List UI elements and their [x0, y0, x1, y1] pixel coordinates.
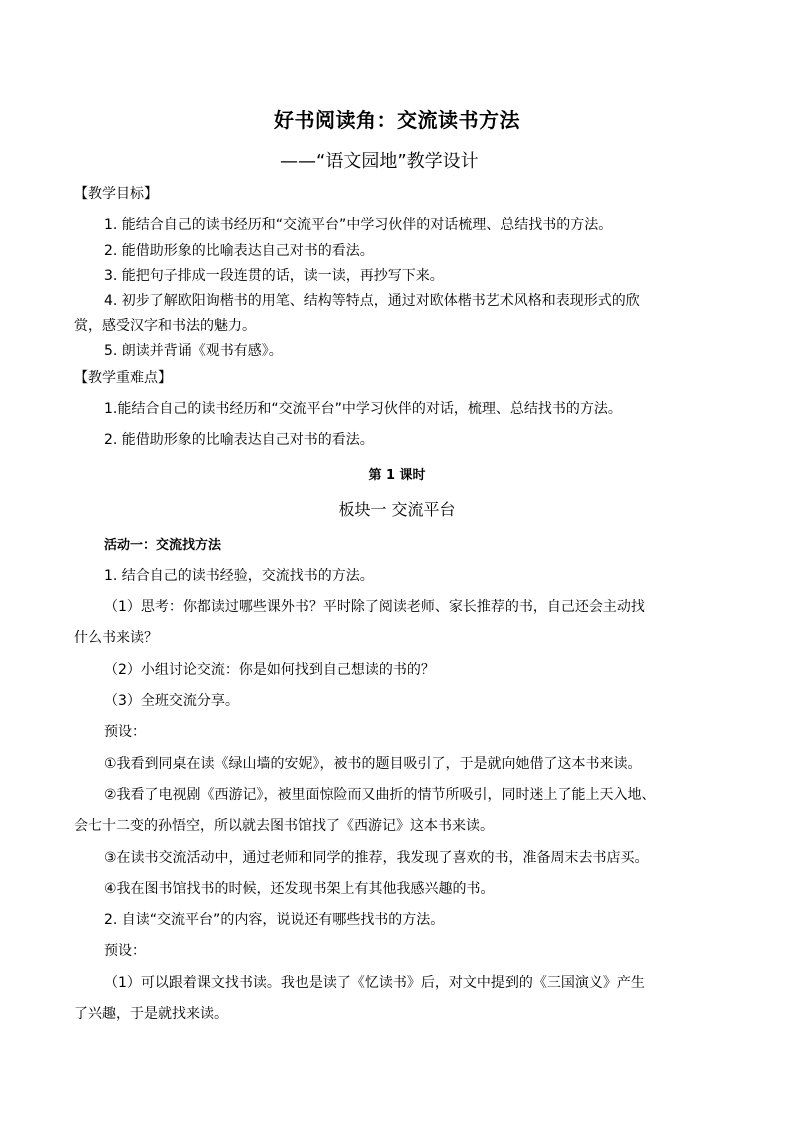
lesson-line: ④我在图书馆找书的时候，还发现书架上有其他我感兴趣的书。 — [104, 881, 495, 897]
document-subtitle: ——“语文园地”教学设计 — [280, 151, 479, 172]
goal-item-continuation: 赏，感受汉字和书法的魅力。 — [74, 318, 256, 334]
lesson-line: ①我看到同桌在读《绿山墙的安妮》，被书的题目吸引了，于是就向她借了这本书来读。 — [104, 756, 642, 772]
lesson-line: 1. 结合自己的读书经验，交流找书的方法。 — [104, 568, 374, 584]
period-heading: 第 1 课时 — [368, 468, 426, 483]
lesson-line: （3）全班交流分享。 — [104, 693, 239, 709]
goal-item: 1. 能结合自己的读书经历和“交流平台”中学习伙伴的对话梳理、总结找书的方法。 — [104, 217, 613, 233]
goal-item: 2. 能借助形象的比喻表达自己对书的看法。 — [104, 243, 374, 259]
lesson-line-continuation: 什么书来读？ — [74, 630, 158, 646]
block-heading: 板块一 交流平台 — [338, 500, 456, 519]
document-title: 好书阅读角：交流读书方法 — [274, 108, 520, 132]
lesson-line-continuation: 会七十二变的孙悟空，所以就去图书馆找了《西游记》这本书来读。 — [74, 818, 494, 834]
activity-heading: 活动一：交流找方法 — [104, 538, 222, 553]
lesson-line: ③在读书交流活动中，通过老师和同学的推荐，我发现了喜欢的书，准备周末去书店买。 — [104, 850, 649, 866]
lesson-line: （1）可以跟着课文找书读。我也是读了《忆读书》后，对文中提到的《三国演义》产生 — [104, 975, 645, 991]
key-point-item: 2. 能借助形象的比喻表达自己对书的看法。 — [104, 432, 374, 448]
goals-heading: 【教学目标】 — [74, 186, 158, 202]
lesson-line: 2. 自读“交流平台”的内容，说说还有哪些找书的方法。 — [104, 912, 445, 928]
goal-item: 4. 初步了解欧阳询楷书的用笔、结构等特点，通过对欧体楷书艺术风格和表现形式的欣 — [104, 293, 640, 309]
key-points-heading: 【教学重难点】 — [74, 370, 172, 386]
goal-item: 5. 朗读并背诵《观书有感》。 — [104, 343, 283, 359]
key-point-item: 1.能结合自己的读书经历和“交流平台”中学习伙伴的对话，梳理、总结找书的方法。 — [104, 401, 622, 417]
lesson-line: （2）小组讨论交流：你是如何找到自己想读的书的？ — [104, 662, 435, 678]
lesson-line: （1）思考：你都读过哪些课外书？平时除了阅读老师、家长推荐的书，自己还会主动找 — [104, 599, 645, 615]
lesson-line: 预设： — [104, 724, 146, 740]
lesson-line: ②我看了电视剧《西游记》，被里面惊险而又曲折的情节所吸引，同时迷上了能上天入地、 — [104, 787, 656, 803]
lesson-line-continuation: 了兴趣，于是就找来读。 — [74, 1006, 228, 1022]
goal-item: 3. 能把句子排成一段连贯的话，读一读，再抄写下来。 — [104, 268, 444, 284]
lesson-line: 预设： — [104, 943, 146, 959]
